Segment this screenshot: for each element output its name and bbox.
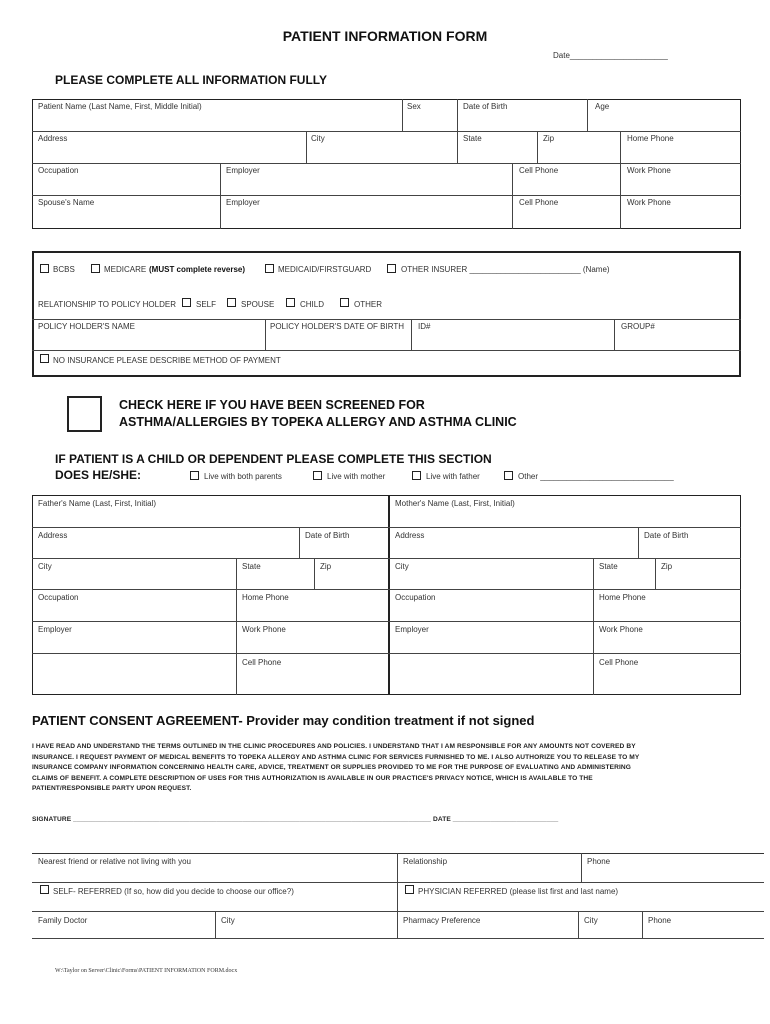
nearest-relative-field[interactable]: Nearest friend or relative not living with you <box>38 857 191 866</box>
mother-state-field[interactable]: State <box>599 562 618 571</box>
self-label: SELF <box>196 300 217 309</box>
occupation-field[interactable]: Occupation <box>38 166 79 175</box>
father-name-field[interactable]: Father's Name (Last, First, Initial) <box>38 499 156 508</box>
spouse-employer-field[interactable]: Employer <box>226 198 260 207</box>
spouse-name-field[interactable]: Spouse's Name <box>38 198 95 207</box>
medicaid-label: MEDICAID/FIRSTGUARD <box>278 265 372 274</box>
father-city-field[interactable]: City <box>38 562 52 571</box>
medicaid-checkbox[interactable] <box>265 264 274 273</box>
live-mother-label: Live with mother <box>327 472 386 481</box>
live-mother-checkbox[interactable] <box>313 471 322 480</box>
physician-referred-checkbox[interactable] <box>405 885 414 894</box>
signature-line[interactable]: SIGNATURE _______________________________________________________________________________________________ DATE ____________________________ <box>32 816 559 823</box>
father-dob-field[interactable]: Date of Birth <box>305 531 350 540</box>
no-insurance-checkbox[interactable] <box>40 354 49 363</box>
spouse-checkbox[interactable] <box>227 298 236 307</box>
work-phone-field[interactable]: Work Phone <box>627 166 671 175</box>
relationship-label: RELATIONSHIP TO POLICY HOLDER <box>38 300 176 309</box>
address-field[interactable]: Address <box>38 134 68 143</box>
father-employer-field[interactable]: Employer <box>38 625 72 634</box>
medicare-note: (MUST complete reverse) <box>149 265 246 274</box>
bcbs-checkbox[interactable] <box>40 264 49 273</box>
other-relationship-label: OTHER <box>354 300 382 309</box>
live-both-label: Live with both parents <box>204 472 282 481</box>
employer-field[interactable]: Employer <box>226 166 260 175</box>
self-referred-checkbox[interactable] <box>40 885 49 894</box>
father-occupation-field[interactable]: Occupation <box>38 593 79 602</box>
policy-holder-name-field[interactable]: POLICY HOLDER'S NAME <box>38 322 135 331</box>
mother-home-phone-field[interactable]: Home Phone <box>599 593 646 602</box>
screening-text-1: CHECK HERE IF YOU HAVE BEEN SCREENED FOR <box>119 398 425 412</box>
mother-name-field[interactable]: Mother's Name (Last, First, Initial) <box>395 499 515 508</box>
other-insurer-checkbox[interactable] <box>387 264 396 273</box>
consent-body <box>32 742 732 795</box>
father-home-phone-field[interactable]: Home Phone <box>242 593 289 602</box>
dob-field[interactable]: Date of Birth <box>463 102 508 111</box>
father-state-field[interactable]: State <box>242 562 261 571</box>
father-info-section <box>32 495 389 695</box>
home-phone-field[interactable]: Home Phone <box>627 134 674 143</box>
policy-id-field[interactable]: ID# <box>418 322 431 331</box>
self-checkbox[interactable] <box>182 298 191 307</box>
pharmacy-phone-field[interactable]: Phone <box>648 916 672 925</box>
does-he-she-label: DOES HE/SHE: <box>55 468 142 482</box>
mother-dob-field[interactable]: Date of Birth <box>644 531 689 540</box>
live-other-field[interactable]: Other ______________________________ <box>518 472 674 481</box>
date-field[interactable]: Date______________________ <box>553 51 668 60</box>
mother-info-section <box>389 495 741 695</box>
patient-info-section <box>32 99 741 229</box>
zip-field[interactable]: Zip <box>543 134 555 143</box>
bcbs-label: BCBS <box>53 265 75 274</box>
screening-checkbox[interactable] <box>67 396 102 432</box>
relationship-field[interactable]: Relationship <box>403 857 448 866</box>
group-number-field[interactable]: GROUP# <box>621 322 655 331</box>
file-path-footer: W:\Taylor on Server\Clinic\Forms\PATIENT INFORMATION FORM.docx <box>55 968 238 974</box>
father-address-field[interactable]: Address <box>38 531 68 540</box>
instruction-heading: PLEASE COMPLETE ALL INFORMATION FULLY <box>55 73 328 87</box>
doctor-city-field[interactable]: City <box>221 916 235 925</box>
live-both-checkbox[interactable] <box>190 471 199 480</box>
pharmacy-field[interactable]: Pharmacy Preference <box>403 916 481 925</box>
sex-field[interactable]: Sex <box>407 102 421 111</box>
relative-phone-field[interactable]: Phone <box>587 857 611 866</box>
city-field[interactable]: City <box>311 134 325 143</box>
consent-line-4: CLAIMS OF BENEFIT. A COMPLETE DESCRIPTION OF USES FOR THIS AUTHORIZATION IS AVAILABLE IN OUR PRACTICE'S PRIVACY NOTICE, WHICH IS AVAILABLE TO THE <box>32 774 593 782</box>
screening-text-2: ASTHMA/ALLERGIES BY TOPEKA ALLERGY AND ASTHMA CLINIC <box>119 415 517 429</box>
spouse-cell-field[interactable]: Cell Phone <box>519 198 559 207</box>
mother-address-field[interactable]: Address <box>395 531 425 540</box>
consent-line-3: INSURANCE COMPANY INFORMATION CONCERNING HEALTH CARE, ADVICE, TREATMENT OR SUPPLIES PROVIDED TO ME FOR THE PURPOSE OF EVALUATING AND ADMINISTERING <box>32 764 632 771</box>
child-label: CHILD <box>300 300 325 309</box>
child-section-heading: IF PATIENT IS A CHILD OR DEPENDENT PLEASE COMPLETE THIS SECTION <box>55 452 492 466</box>
live-other-checkbox[interactable] <box>504 471 513 480</box>
child-checkbox[interactable] <box>286 298 295 307</box>
father-zip-field[interactable]: Zip <box>320 562 332 571</box>
consent-heading: PATIENT CONSENT AGREEMENT- Provider may condition treatment if not signed <box>32 713 535 728</box>
age-field[interactable]: Age <box>595 102 610 111</box>
self-referred-label: SELF- REFERRED (If so, how did you decide to choose our office?) <box>53 887 294 896</box>
consent-line-1: I HAVE READ AND UNDERSTAND THE TERMS OUTLINED IN THE CLINIC PROCEDURES AND POLICIES. I UNDERSTAND THAT I AM RESPONSIBLE FOR ANY AMOUNTS NOT COVERED BY <box>32 743 636 750</box>
consent-line-2: INSURANCE. I REQUEST PAYMENT OF MEDICAL BENEFITS TO TOPEKA ALLERGY AND ASTHMA CLINIC FOR SERVICES FURNISHED TO ME. I ALSO AUTHORIZE YOU TO RELEASE TO MY <box>32 753 640 761</box>
mother-city-field[interactable]: City <box>395 562 409 571</box>
mother-cell-phone-field[interactable]: Cell Phone <box>599 658 639 667</box>
live-father-label: Live with father <box>426 472 480 481</box>
other-insurer-field[interactable]: OTHER INSURER _________________________ (Name) <box>401 265 610 274</box>
form-title: PATIENT INFORMATION FORM <box>282 28 488 44</box>
mother-work-phone-field[interactable]: Work Phone <box>599 625 643 634</box>
pharmacy-city-field[interactable]: City <box>584 916 598 925</box>
other-relationship-checkbox[interactable] <box>340 298 349 307</box>
mother-zip-field[interactable]: Zip <box>661 562 673 571</box>
state-field[interactable]: State <box>463 134 482 143</box>
spouse-label: SPOUSE <box>241 300 275 309</box>
family-doctor-field[interactable]: Family Doctor <box>38 916 88 925</box>
mother-employer-field[interactable]: Employer <box>395 625 429 634</box>
patient-name-field[interactable]: Patient Name (Last Name, First, Middle Initial) <box>38 102 202 111</box>
policy-holder-dob-field[interactable]: POLICY HOLDER'S DATE OF BIRTH <box>270 322 404 331</box>
spouse-work-field[interactable]: Work Phone <box>627 198 671 207</box>
no-insurance-label: NO INSURANCE PLEASE DESCRIBE METHOD OF PAYMENT <box>53 356 281 365</box>
consent-line-5: PATIENT/RESPONSIBLE PARTY UPON REQUEST. <box>32 785 192 792</box>
father-cell-phone-field[interactable]: Cell Phone <box>242 658 282 667</box>
medicare-label: MEDICARE <box>104 265 147 274</box>
physician-referred-label: PHYSICIAN REFERRED (please list first and last name) <box>418 887 619 896</box>
live-father-checkbox[interactable] <box>412 471 421 480</box>
cell-phone-field[interactable]: Cell Phone <box>519 166 559 175</box>
father-work-phone-field[interactable]: Work Phone <box>242 625 286 634</box>
mother-occupation-field[interactable]: Occupation <box>395 593 436 602</box>
medicare-checkbox[interactable] <box>91 264 100 273</box>
